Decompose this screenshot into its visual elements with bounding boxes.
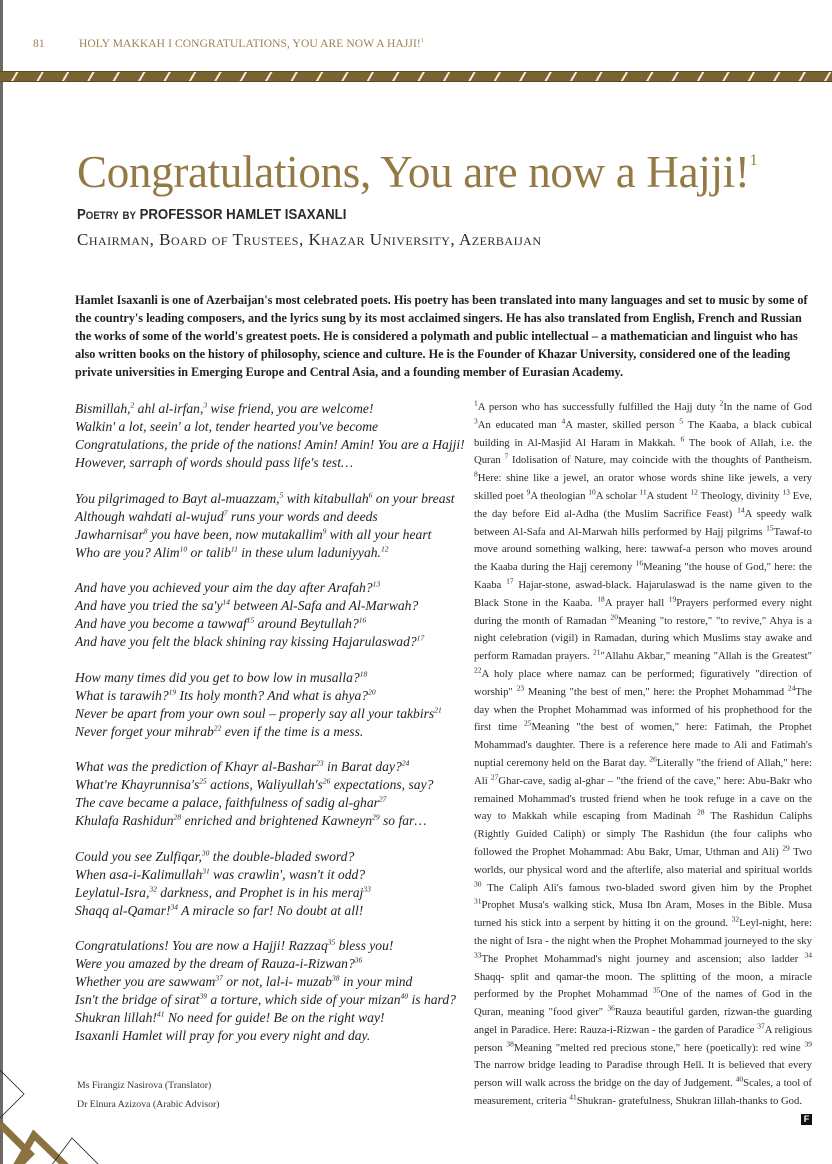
footnote-number: 8 [474,469,478,479]
footnote-ref: 5 [279,489,284,499]
poem-text: bless you! [335,938,394,953]
poem-text: around Beytullah? [254,616,359,631]
footnote-number: 31 [474,896,482,906]
poem-text: The cave became a palace, faithfulness of sadig al-ghar [75,795,379,810]
footnote-number: 23 [516,683,525,693]
footnote-text: Literally "the friend of Allah," here: Ali [474,756,813,787]
poem-text: you have been, now mutakallim [147,526,323,542]
footnote-text: A prayer hall [604,596,669,609]
poem-text: And have you achieved your aim the day after Arafah? [75,580,373,595]
footnote-number: 11 [639,487,647,497]
footnote-ref: 10 [179,543,188,553]
poem-stanza [75,400,470,472]
footnote-number: 21 [593,647,601,657]
footnote-ref: 33 [363,883,371,893]
footnote-text: An educated man [477,418,562,431]
footnote-number: 3 [474,416,478,426]
footnote [526,487,589,502]
footnote-ref: 14 [222,597,230,607]
footnote-text: A religious person [474,1023,813,1054]
footnote-ref: 8 [143,525,148,535]
poem-text: in these ulum laduniyyah. [237,544,381,560]
poem-line [75,1027,470,1045]
footnote-ref: 6 [368,489,373,499]
footnote-text: One of the names of God in the Quran, meaning "food giver" [474,988,812,1019]
poem-text: And have you tried the sa'y [75,598,223,613]
article-title [77,146,757,198]
footnote-ref: 16 [358,615,367,625]
poem-text: the double-bladed sword? [209,848,355,864]
poem-text: with kitabullah [283,490,369,506]
footnote-number: 18 [597,594,605,604]
running-title: CONGRATULATIONS, YOU ARE NOW A HAJJI! [175,38,421,50]
poem-text: so far… [379,813,427,828]
footnote-number: 10 [588,487,596,497]
running-title-sup: 1 [420,38,424,45]
poem-text: runs your words and deeds [227,508,378,524]
poem-stanza [75,937,470,1045]
footnote [593,647,812,663]
advisor-credit: Dr Elnura Azizova (Arabic Advisor) [77,1099,220,1110]
footnote-number: 7 [504,451,509,461]
footnote [561,416,680,431]
footnote-text: Here: shine like a jewel, an orator whose words shine like jewels, a very skilled poet [474,472,812,502]
poem-line [75,526,470,544]
poem-text: enriched and brightened Kawneyn [181,813,373,828]
footnote-number: 36 [607,1003,615,1013]
footnote-number: 6 [680,434,685,444]
footnote-number: 34 [804,950,812,960]
footnote-ref: 36 [354,955,363,965]
footnote-ref: 18 [359,668,368,678]
poem-stanza [75,490,470,562]
poem-line [75,758,470,776]
footnote-text: In the name of God [723,401,812,413]
footnote-number: 37 [757,1021,765,1031]
footnote-ref: 7 [223,507,228,517]
footnote-number: 39 [804,1039,813,1049]
footnote-number: 9 [526,487,531,497]
footnote-ref: 41 [156,1009,165,1019]
end-mark-icon: F [801,1114,812,1125]
poem [75,400,470,1063]
footnote-text: A person who has successfully fulfilled the Hajj duty [477,401,720,413]
poem-line [75,669,470,687]
footnote-text: A scholar [595,489,640,502]
poem-line [75,884,470,902]
poem-text: between Al-Safa and Al-Marwah? [230,598,419,613]
footnote-number: 38 [506,1039,514,1049]
footnote [569,1092,803,1108]
poem-line [75,508,470,526]
poem-text: No need for guide! Be on the right way! [164,1010,385,1025]
poem-text: even if the time is a mess. [221,723,364,739]
footnote-text: Shaqq- split and qamar-the moon. The splitting of the moon, a miracle performed by the Prophet Mohammad [474,970,812,1001]
footnote-number: 17 [506,576,514,586]
decorative-band [0,71,832,82]
poem-text: actions, Waliyullah's [206,777,323,792]
footnote [597,594,669,609]
footnote [719,398,812,413]
footnote-text: Prayers performed every night during the month of Ramadan [474,596,812,627]
footnote-number: 22 [474,665,482,675]
poem-text: ahl al-irfan, [134,401,204,416]
footnote [474,878,812,894]
footnote-text: Meaning "the best of men," here: the Prophet Mohammad [524,685,788,698]
footnote-ref: 27 [378,794,387,804]
poem-text: How many times did you get to bow low in musalla? [75,669,360,685]
poem-text: on your breast [372,490,455,506]
poem-text: What're Khayrunnisa's [75,777,200,792]
poem-line [75,418,470,436]
footnote-text: Meaning "the house of God," here: the Kaaba [474,561,812,591]
poem-text: Shaqq al-Qamar! [75,902,171,918]
poem-line [75,400,470,418]
poem-text: You pilgrimaged to Bayt al-muazzam, [75,490,280,506]
footnote-ref: 26 [322,776,331,786]
footnote-text: A holy place where namaz can be performed; figuratively "direction of worship" [474,667,812,698]
poem-text: darkness, and Prophet is in his meraj [156,884,364,900]
footnote-number: 25 [524,718,532,728]
poem-text: Although wahdati al-wujud [75,508,224,524]
footnote-ref: 37 [215,973,223,983]
footnote-text: A master, skilled person [565,418,680,431]
poem-line [75,812,470,830]
poem-text: What is tarawih? [75,687,169,703]
poem-text: Could you see Zulfiqar, [75,848,202,864]
footnote-text: "Allahu Akbar," meaning "Allah is the Greatest" [600,650,812,663]
footnote-text: Meaning "the best of women," here: Fatimah, the Prophet Mohammad's daughter. There is a reference here made to Ali and Fatimah's nuptial ceremony held on the Barat day. [474,721,812,769]
poem-text: Were you amazed by the dream of Rauza-i-Rizwan? [75,956,355,971]
footnote-number: 19 [668,594,677,604]
footnote-text: A theologian [530,489,589,502]
poem-text: Isaxanli Hamlet will pray for you every night and day. [75,1028,371,1043]
footnote [504,451,813,467]
poem-stanza [75,669,470,741]
footnote-number: 4 [561,416,566,426]
footnote-ref: 3 [203,400,208,410]
footnote-number: 12 [690,487,698,497]
poem-line [75,902,470,920]
footnote-ref: 21 [434,704,442,714]
footnote-text: The Prophet Mohammad's night journey and ascension; also ladder [481,952,805,965]
poem-line [75,794,470,812]
poem-text: Its holy month? And what is ahya? [176,687,369,703]
footnotes [474,399,812,1125]
footnote-number: 30 [474,878,482,888]
poem-text: Never be apart from your own soul – properly say all your takbirs [75,705,435,721]
author-name: PROFESSOR HAMLET ISAXANLI [139,206,347,223]
footnote-text: Ghar-cave, sadig al-ghar – "the friend of the cave," here: Abu-Bakr who remained Mohammad's trusted friend when he took refuge in a cave on the way to Makkah while escaping from Madinah [474,774,812,823]
poem-text: wise friend, you are welcome! [207,401,374,416]
footnote-number: 1 [474,398,478,408]
poem-line [75,597,470,615]
footnote-ref: 34 [170,901,179,911]
poem-text: And have you become a tawwaf [75,616,247,631]
byline-prefix: Poetry by [77,206,136,223]
footnote-ref: 17 [416,633,425,643]
footnote-text: The Rashidun Caliphs (Rightly Guided Caliph) or simply The Rashidun (the four caliphs who followed the Prophet Mohammad: Abu Bakr, Umar, Uthman and Ali) [474,810,812,858]
poem-text: Jawharnisar [75,526,144,542]
poem-text: Bismillah, [75,401,131,416]
poem-line [75,544,470,562]
footnote-ref: 13 [372,579,381,589]
footnote-text: Meaning "to restore," "to revive," Ahya is a night celebration (vigil) in Ramadan, during which Muslims stay awake and perform Ramadan prayers. [474,614,813,663]
header-separator: I [168,38,173,50]
poem-text: expectations, say? [330,777,434,792]
footnote-text: The Kaaba, a black cubical building in Al-Masjid Al Haram in Makkah. [474,418,812,449]
footnote-ref: 30 [201,847,210,857]
poem-text: in your mind [339,974,413,989]
poem-text: Isn't the bridge of sirat [75,992,200,1007]
footnote-number: 15 [766,523,774,533]
poem-line [75,705,470,723]
footnote-ref: 32 [149,883,157,893]
footnote-ref: 23 [316,758,324,768]
poem-text: However, sarraph of words should pass life's test… [75,455,354,470]
poem-text: Walkin' a lot, seein' a lot, tender hearted you've become [75,419,379,434]
footnote-number: 41 [569,1092,577,1102]
footnote [516,683,788,698]
poem-line [75,579,470,597]
poem-line [75,776,470,794]
poem-text: Shukran lillah! [75,1010,157,1025]
footnote-text: Scales, a tool of measurement, criteria [474,1077,812,1108]
footnote-text: A student [646,489,691,502]
footnote-ref: 19 [168,686,177,696]
footnote [639,487,691,502]
poem-line [75,973,470,991]
footnote-ref: 38 [331,973,340,983]
footnote-ref: 31 [202,865,210,875]
footnote-number: 24 [787,683,796,693]
footnote-text: The book of Allah, i.e. the Quran [474,436,812,467]
footnote [690,487,783,502]
footnote-ref: 35 [327,937,336,947]
author-role: Chairman, Board of Trustees, Khazar University, Azerbaijan [77,230,542,249]
page-edge [0,0,3,1164]
poem-text: Congratulations, the pride of the nations! Amin! Amin! You are a Hajji! [75,437,465,452]
poem-text: was crawlin', wasn't it odd? [209,866,366,882]
footnote-number: 27 [490,772,499,782]
title-footnote-ref: 1 [749,152,758,169]
footnote-number: 16 [635,558,644,568]
poem-text: or talib [187,544,231,560]
footnote-text: Eve, the day before Eid al-Adha (the Muslim Sacrifice Feast) [474,489,812,520]
poem-text: a torture, which side of your mizan [207,992,401,1007]
poem-text: A miracle so far! No doubt at all! [178,902,364,918]
footnote-ref: 28 [173,812,182,822]
footnote-ref: 22 [213,722,222,732]
footnote-number: 33 [474,950,482,960]
footnote-number: 20 [610,612,618,621]
footnote [588,487,640,502]
footnote-ref: 40 [400,991,409,1001]
footnote-number: 2 [719,398,724,408]
footnote-ref: 2 [130,400,135,410]
footnote-text: Rauza beautiful garden, rizwan-the guarding angel in Paradice. Here: Rauza-i-Rizwan - the garden of Paradice [474,1006,812,1036]
footnote-number: 26 [649,754,657,764]
footnote-ref: 39 [199,991,207,1001]
footnote [474,950,805,965]
running-header [33,38,424,50]
poem-text: or not, lal-i- muzab [222,974,332,989]
poem-text: And have you felt the black shining ray kissing Hajarulaswad? [75,634,417,649]
footnote-ref: 11 [230,543,238,553]
footnote [506,1039,805,1054]
poem-line [75,866,470,884]
footnote [474,398,720,413]
footnote-ref: 24 [401,758,410,768]
poem-line [75,436,470,454]
poem-line [75,633,470,651]
footnote-ref: 15 [246,615,255,625]
byline [77,206,346,223]
poem-line [75,723,470,741]
poem-text: Khulafa Rashidun [75,813,174,828]
footnote-text: Prophet Musa's walking stick, Musa Ibn Aram, Moses in the Bible. Musa turned his stick into a serpent by hitting it on the ground. [474,899,812,930]
poem-line [75,937,470,955]
poem-line [75,1009,470,1027]
footnote-text: Tawaf-to move around something walking, here: tawwaf-a person who moves around the Kaaba during the Hajj ceremony [474,525,812,574]
footnote-number: 13 [782,487,790,497]
poem-text: Whether you are sawwam [75,974,216,989]
footnote-text: Two worlds, our physical word and the afterlife, also material and spiritual worlds [474,845,812,876]
footnote-number: 5 [679,416,683,426]
poem-text: Who are you? Alim [75,544,180,560]
footnote-ref: 25 [199,776,207,786]
footnote-text: Meaning "melted red precious stone," here (poetically): red wine [513,1041,805,1054]
footnote-number: 14 [737,505,745,515]
poem-text: Congratulations! You are now a Hajji! Razzaq [75,938,328,953]
poem-text: Never forget your mihrab [75,723,214,739]
footnote-text: The day when the Prophet Mohammad was informed of his prophethood for the first time [474,685,812,734]
poem-line [75,454,470,472]
poem-text: Leylatul-Isra, [75,884,150,900]
footnote-number: 40 [735,1074,744,1084]
footnote-text: Shukran- gratefulness, Shukran lillah-thanks to God. [576,1095,803,1108]
poem-line [75,848,470,866]
poem-line [75,615,470,633]
footnote-text: Hajar-stone, aswad-black. Hajarulaswad is the name given to the Black Stone in the Kaaba. [474,578,813,609]
poem-stanza [75,758,470,830]
footnote-ref: 9 [322,525,327,535]
footnote-text: Leyl-night, here: the night of Isra - the night when the Prophet Mohammad journeyed to the sky [474,917,813,947]
section-name: HOLY MAKKAH [79,38,166,50]
footnote-text: The narrow bridge leading to Paradise through Hell. It is believed that every person will walk across the bridge on the day of Judgement. [474,1059,812,1090]
footnote-number: 32 [731,914,740,924]
footnote-ref: 12 [380,543,389,553]
poem-line [75,490,470,508]
poem-text: When asa-i-Kalimullah [75,866,203,882]
footnote-text: Idolisation of Nature, may coincide with the thoughts of Pantheism. [508,454,812,467]
poem-text: is hard? [408,992,456,1007]
corner-ornament-icon [0,1060,120,1164]
footnote-ref: 20 [368,686,376,696]
poem-text: with all your heart [326,526,432,542]
poem-text: What was the prediction of Khayr al-Bashar [75,759,317,774]
poem-text: in Barat day? [323,759,402,774]
footnote-number: 28 [697,807,705,817]
poem-line [75,991,470,1009]
translator-credit: Ms Firangiz Nasirova (Translator) [77,1080,212,1091]
poem-stanza [75,848,470,920]
poem-line [75,955,470,973]
footnote-ref: 29 [372,812,380,822]
footnote-text: A speedy walk between Al-Safa and Al-Marwah hills performed by Hajj pilgrims [474,507,812,538]
poem-stanza [75,579,470,651]
footnote-text: The Caliph Ali's famous two-bladed sword given him by the Prophet [481,881,812,894]
poem-line [75,687,470,705]
footnote-number: 35 [652,985,661,995]
footnote-text: Theology, divinity [697,489,783,502]
page-number: 81 [33,38,45,50]
footnote [474,416,562,431]
title-text: Congratulations, You are now a Hajji! [77,147,750,197]
footnote-number: 29 [782,843,790,853]
intro-paragraph: Hamlet Isaxanli is one of Azerbaijan's most celebrated poets. His poetry has been translated into many languages and set to music by some of the country's leading composers, and the lyrics sung by its most acclaimed singers. He has also translated from English, French and Russian the works of some of the world's greatest poets. He is considered a polymath and public intellectual – a mathematician and linguist who has also written books on the history of philosophy, science and culture. He is the Founder of Khazar University, considered one of the leading private universities in Emerging Europe and Central Asia, and a founding member of Eurasian Academy. [75,293,808,379]
